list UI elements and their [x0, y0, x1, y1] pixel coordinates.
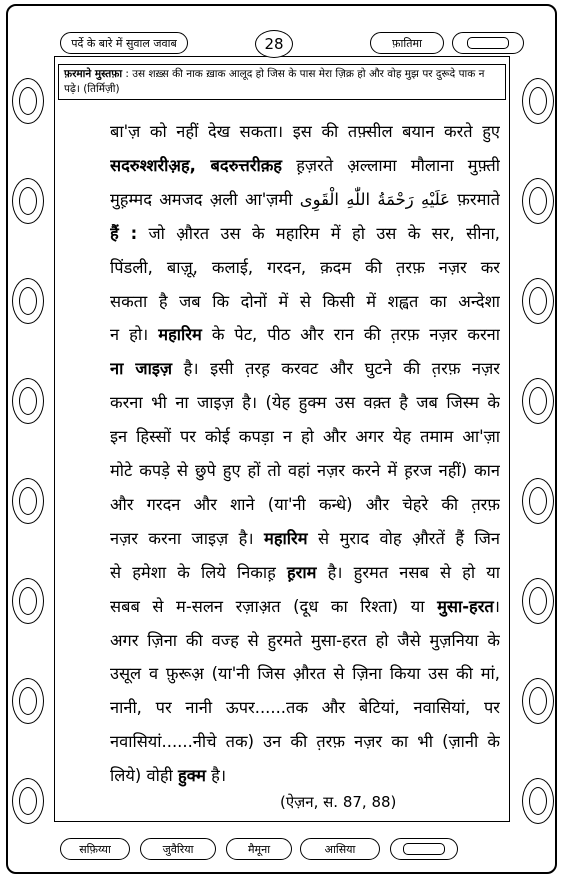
- bold-term: महारिम: [158, 325, 202, 345]
- side-ornament-icon: [12, 678, 44, 724]
- footer-name-tab: [300, 838, 380, 860]
- hadith-label: फ़रमाने मुस्तफ़ा: [64, 68, 123, 80]
- calligraphy-emblem-icon: [403, 843, 445, 855]
- page-number-badge: [255, 30, 293, 58]
- ornament-inner-icon: [19, 187, 37, 215]
- text-segment: है। हुरमत नसब से हो या: [316, 562, 500, 582]
- bold-term: महारिम: [264, 528, 308, 548]
- text-line: [110, 317, 500, 353]
- text-line: [110, 216, 500, 252]
- side-ornament-icon: [12, 378, 44, 424]
- ornament-inner-icon: [529, 787, 547, 815]
- footer-name-label: मैमूना: [247, 842, 271, 856]
- ornament-inner-icon: [19, 687, 37, 715]
- text-line: [110, 284, 500, 320]
- hadith-banner: [58, 64, 506, 100]
- text-segment: से मुराद वोह औ़रतें हैं जिन: [307, 528, 500, 548]
- text-line: [110, 148, 500, 184]
- text-segment: के पेट, पीठ और रान की त़रफ़ नज़र करना: [201, 325, 500, 345]
- ornament-inner-icon: [19, 487, 37, 515]
- text-segment: है। इसी त़रह़ करवट और घुटने की त़रफ़ नज़र: [172, 359, 500, 379]
- text-segment: करना भी ना जाइज़ है। (येह हुक्म उस वक़्त है जब जिस्म के: [110, 393, 500, 413]
- calligraphy-tab-top: [452, 32, 524, 54]
- side-ornament-icon: [522, 378, 554, 424]
- text-line: [110, 385, 500, 421]
- side-ornament-icon: [12, 78, 44, 124]
- side-ornament-icon: [522, 178, 554, 224]
- text-line: [110, 114, 500, 150]
- text-line: [110, 555, 500, 591]
- text-segment: ।: [493, 596, 500, 616]
- name-tab-top: [370, 32, 444, 54]
- citation: (ऐज़न, स. 87, 88): [280, 793, 397, 811]
- side-ornament-icon: [522, 678, 554, 724]
- text-segment: बा'ज़ को नहीं देख सकता। इस की तफ़्सील बयान करते हुए: [110, 122, 500, 141]
- footer-name-label: सफ़िय्या: [79, 842, 111, 856]
- book-title: पर्दे के बारे में सुवाल जवाब: [71, 36, 177, 50]
- text-segment: नवासियां......नीचे तक) उन की त़रफ़ नज़र का भी (ज़ानी के: [110, 732, 500, 752]
- ornament-inner-icon: [19, 87, 37, 115]
- text-segment: उसूल व फ़ुरूअ़ (या'नी जिस औ़रत से ज़िना किया उस की मां,: [110, 664, 500, 684]
- ornament-inner-icon: [19, 787, 37, 815]
- text-line: [110, 250, 500, 286]
- footer-name-tab: [226, 838, 292, 860]
- ornament-inner-icon: [19, 587, 37, 615]
- text-line: [110, 351, 500, 387]
- text-segment: नज़र करना जाइज़ है।: [110, 528, 265, 548]
- footer-name-tab: [140, 838, 216, 860]
- bold-term: मुसा-हरत: [437, 596, 494, 616]
- text-line: [110, 182, 500, 218]
- bold-term: हुक्म: [178, 766, 206, 786]
- text-segment: है।: [205, 766, 227, 786]
- ornament-inner-icon: [529, 687, 547, 715]
- ornament-inner-icon: [529, 487, 547, 515]
- text-line: [110, 623, 500, 659]
- calligraphy-tab-bottom: [390, 838, 458, 860]
- text-segment: मुह़म्मद अमजद अ़ली आ'ज़मी عَلَيْهِ رَحْمَةُ اللّٰهِ الْقَوِی फ़रमाते: [110, 189, 500, 209]
- bold-term: हैं :: [110, 223, 138, 243]
- text-segment: पिंडली, बाज़ू, कलाई, गरदन, क़दम की त़रफ़ नज़र कर: [110, 257, 500, 277]
- side-ornament-icon: [522, 278, 554, 324]
- text-segment: सकता है जब कि दोनों में से किसी में शह्वत का अन्देशा: [110, 291, 500, 311]
- footer-name-label: जुवैरिया: [162, 842, 194, 856]
- side-ornament-icon: [12, 178, 44, 224]
- ornament-inner-icon: [529, 387, 547, 415]
- footer-name-label: आसिया: [324, 842, 356, 856]
- bold-term: ना जाइज़: [110, 359, 173, 379]
- ornament-inner-icon: [529, 187, 547, 215]
- ornament-inner-icon: [529, 87, 547, 115]
- side-ornament-icon: [522, 578, 554, 624]
- text-line: [110, 521, 500, 557]
- text-segment: सबब से म-सलन रज़ाअ़त (दूध का रिश्ता) या: [110, 596, 438, 616]
- text-line: [110, 656, 500, 692]
- text-line: [110, 589, 500, 625]
- text-segment: मोटे कपड़े से छुपे हुए हों तो वहां नज़र करने में ह़रज नहीं) कान: [110, 461, 500, 480]
- side-ornament-icon: [522, 778, 554, 824]
- text-line: [110, 758, 500, 794]
- ornament-inner-icon: [529, 287, 547, 315]
- text-segment: से हमेशा के लिये निकाह़: [110, 562, 287, 582]
- name-tab-top-label: फ़ातिमा: [392, 36, 422, 50]
- text-segment: जो औ़रत उस के महारिम में हो उस के सर, सीना,: [137, 223, 500, 243]
- calligraphy-emblem-icon: [467, 37, 509, 49]
- side-ornament-icon: [522, 78, 554, 124]
- side-ornament-icon: [12, 578, 44, 624]
- book-title-tab: [60, 32, 188, 54]
- ornament-inner-icon: [19, 287, 37, 315]
- footer-name-tab: [60, 838, 130, 860]
- hadith-text: : उस शख़्स की नाक ख़ाक आलूद हो जिस के पास मेरा ज़िक्र हो और वोह मुझ पर दुरूदे पाक न पढ़े। (तिर्मिज़ी): [64, 68, 485, 95]
- side-ornament-icon: [522, 478, 554, 524]
- text-line: [110, 724, 500, 760]
- text-segment: ह़ज़रते अ़ल्लामा मौलाना मुफ़्ती: [282, 155, 500, 175]
- text-line: [110, 690, 500, 726]
- page-number: 28: [264, 35, 284, 53]
- bold-term: सदरुश्शरीअ़ह, बदरुत्तरीक़ह: [110, 155, 282, 175]
- text-segment: न हो।: [110, 325, 159, 345]
- text-segment: नानी, पर नानी ऊपर......तक और बेटियां, नवासियां, पर: [110, 698, 500, 718]
- text-segment: इन हिस्सों पर कोई कपड़ा न हो और अगर येह तमाम आ'ज़ा: [110, 427, 500, 447]
- side-ornament-icon: [12, 478, 44, 524]
- side-ornament-icon: [12, 778, 44, 824]
- text-segment: अगर ज़िना की वज्ह से हुरमते मुसा-हरत हो जैसे मुज़निया के: [110, 630, 500, 650]
- text-line: [110, 453, 500, 489]
- bold-term: ह़राम: [286, 562, 317, 582]
- text-segment: और गरदन और शाने (या'नी कन्धे) और चेहरे की त़रफ़: [110, 494, 500, 514]
- ornament-inner-icon: [19, 387, 37, 415]
- text-segment: लिये) वोही: [110, 766, 178, 786]
- ornament-inner-icon: [529, 587, 547, 615]
- text-line: [110, 419, 500, 455]
- text-line: [110, 487, 500, 523]
- side-ornament-icon: [12, 278, 44, 324]
